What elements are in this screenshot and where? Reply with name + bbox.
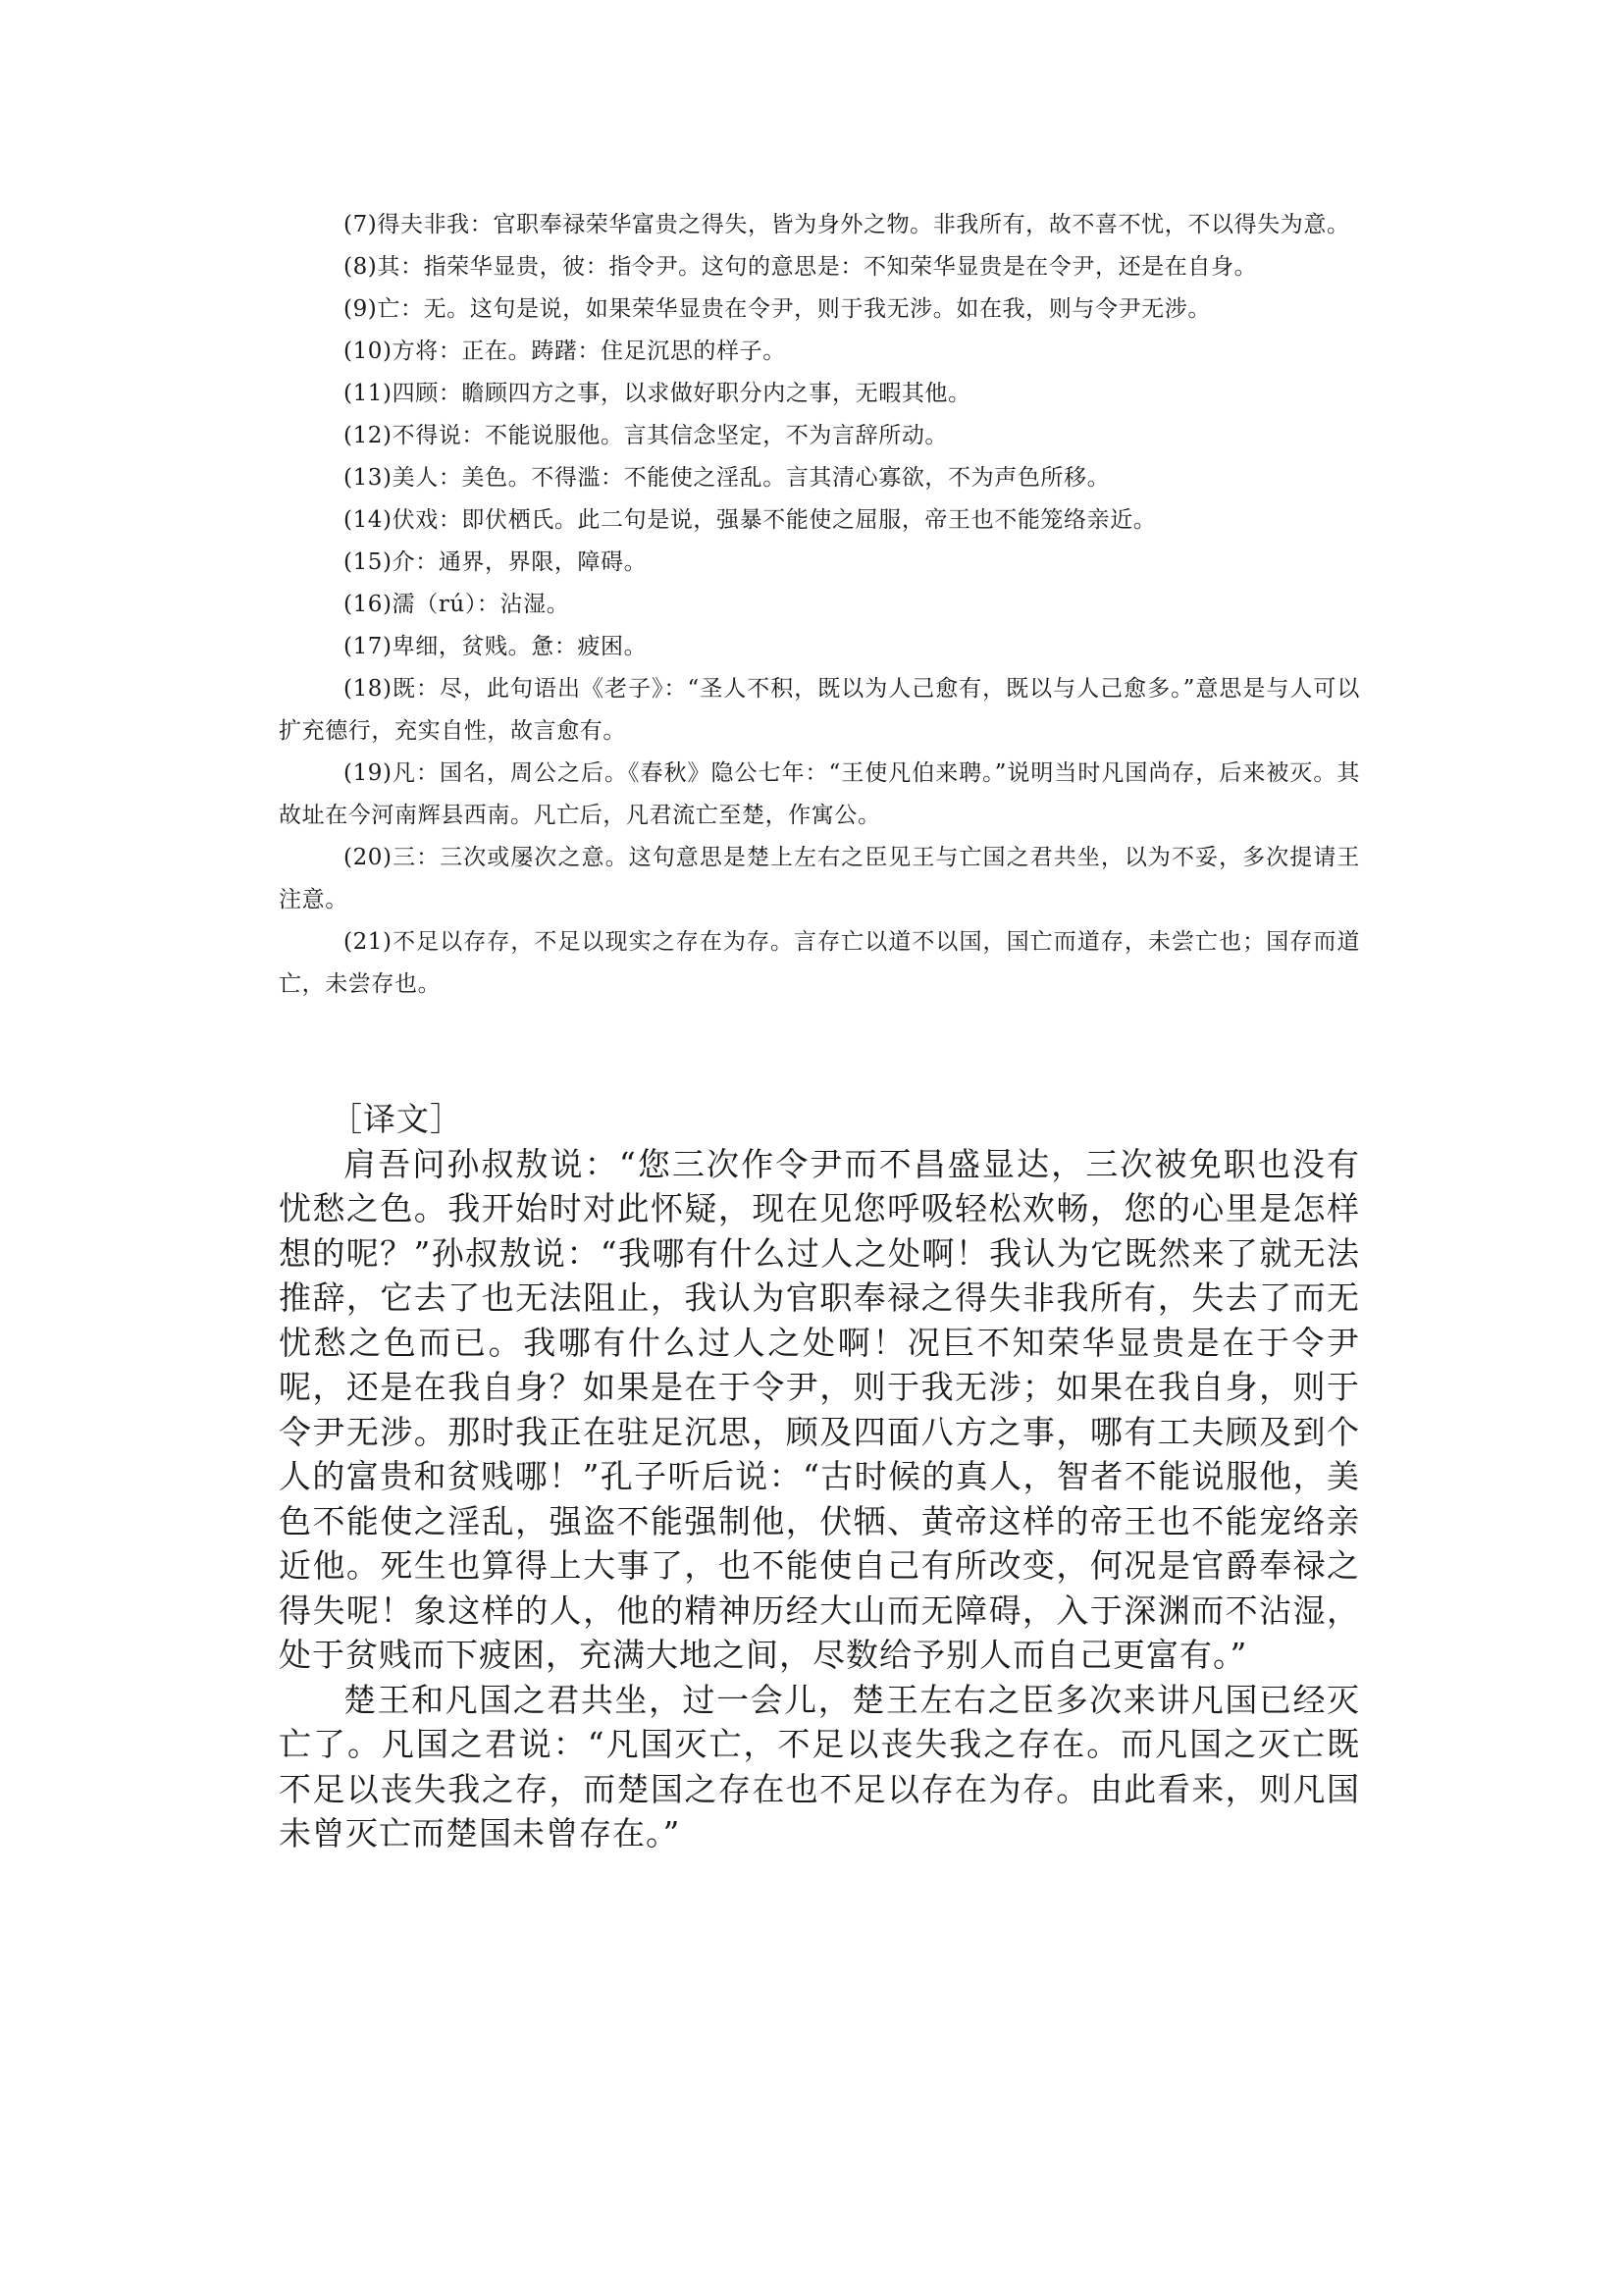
note-16: (16)濡（rú）：沾湿。 xyxy=(343,592,570,617)
note-8: (8)其：指荣华显贵，彼：指令尹。这句的意思是：不知荣华显贵是在令尹，还是在自身。 xyxy=(343,254,1258,280)
note-7: (7)得夫非我：官职奉禄荣华富贵之得失，皆为身外之物。非我所有，故不喜不忧，不以得失为意。 xyxy=(343,212,1350,237)
translation-paragraph-1: 肩吾问孙叔敖说：“您三次作令尹而不昌盛显达，三次被免职也没有忧愁之色。我开始时对此怀疑，现在见您呼吸轻松欢畅，您的心里是怎样想的呢？”孙叔敖说：“我哪有什么过人之处啊！我认为它既然来了就无法推辞，它去了也无法阻止，我认为官职奉禄之得失非我所有，失去了而无忧愁之色而已。我哪有什么过人之处啊！况巨不知荣华显贵是在于令尹呢，还是在我自身？如果是在于令尹，则于我无涉；如果在我自身，则于令尹无涉。那时我正在驻足沉思，顾及四面八方之事，哪有工夫顾及到个人的富贵和贫贱哪！”孔子听后说：“古时候的真人，智者不能说服他，美色不能使之淫乱，强盗不能强制他，伏牺、黄帝这样的帝王也不能宠络亲近他。死生也算得上大事了，也不能使自己有所改变，何况是官爵奉禄之得失呢！象这样的人，他的精神历经大山而无障碍，入于深渊而不沾湿，处于贫贱而下疲困，充满大地之间，尽数给予别人而自己更富有。” xyxy=(279,1144,1360,1674)
note-9: (9)亡：无。这句是说，如果荣华显贵在令尹，则于我无涉。如在我，则与令尹无涉。 xyxy=(343,296,1211,322)
note-11: (11)四顾：瞻顾四方之事，以求做好职分内之事，无暇其他。 xyxy=(343,381,971,406)
note-19: (19)凡：国名，周公之后。《春秋》隐公七年：“王使凡伯来聘。”说明当时凡国尚存，后来被灭。其故址在今河南辉县西南。凡亡后，凡君流亡至楚，作寓公。 xyxy=(279,760,1360,828)
note-17: (17)卑细，贫贱。惫：疲困。 xyxy=(343,634,648,659)
translation-paragraph-2: 楚王和凡国之君共坐，过一会儿，楚王左右之臣多次来讲凡国已经灭亡了。凡国之君说：“凡国灭亡，不足以丧失我之存在。而凡国之灭亡既不足以丧失我之存，而楚国之存在也不足以存在为存。由此看来，则凡国未曾灭亡而楚国未曾存在。” xyxy=(279,1680,1360,1852)
note-12: (12)不得说：不能说服他。言其信念坚定，不为言辞所动。 xyxy=(343,423,949,448)
note-14: (14)伏戏：即伏栖氏。此二句是说，强暴不能使之屈服，帝王也不能笼络亲近。 xyxy=(343,507,1157,533)
note-15: (15)介：通界，界限，障碍。 xyxy=(343,549,648,575)
note-10: (10)方将：正在。踌躇：住足沉思的样子。 xyxy=(343,339,786,364)
note-21: (21)不足以存存，不足以现实之存在为存。言存亡以道不以国，国亡而道存，未尝亡也；国存而道亡，未尝存也。 xyxy=(279,929,1360,997)
note-18: (18)既：尽，此句语出《老子》：“圣人不积，既以为人己愈有，既以与人己愈多。”意思是与人可以扩充德行，充实自性，故言愈有。 xyxy=(279,676,1360,744)
translation-heading: ［译文］ xyxy=(330,1100,463,1138)
note-20: (20)三：三次或屡次之意。这句意思是楚上左右之臣见王与亡国之君共坐，以为不妥，多次提请王注意。 xyxy=(279,845,1360,912)
annotation-notes xyxy=(279,204,1360,1006)
note-13: (13)美人：美色。不得滥：不能使之淫乱。言其清心寡欲，不为声色所移。 xyxy=(343,465,1111,491)
translation-section xyxy=(279,1097,1360,1856)
